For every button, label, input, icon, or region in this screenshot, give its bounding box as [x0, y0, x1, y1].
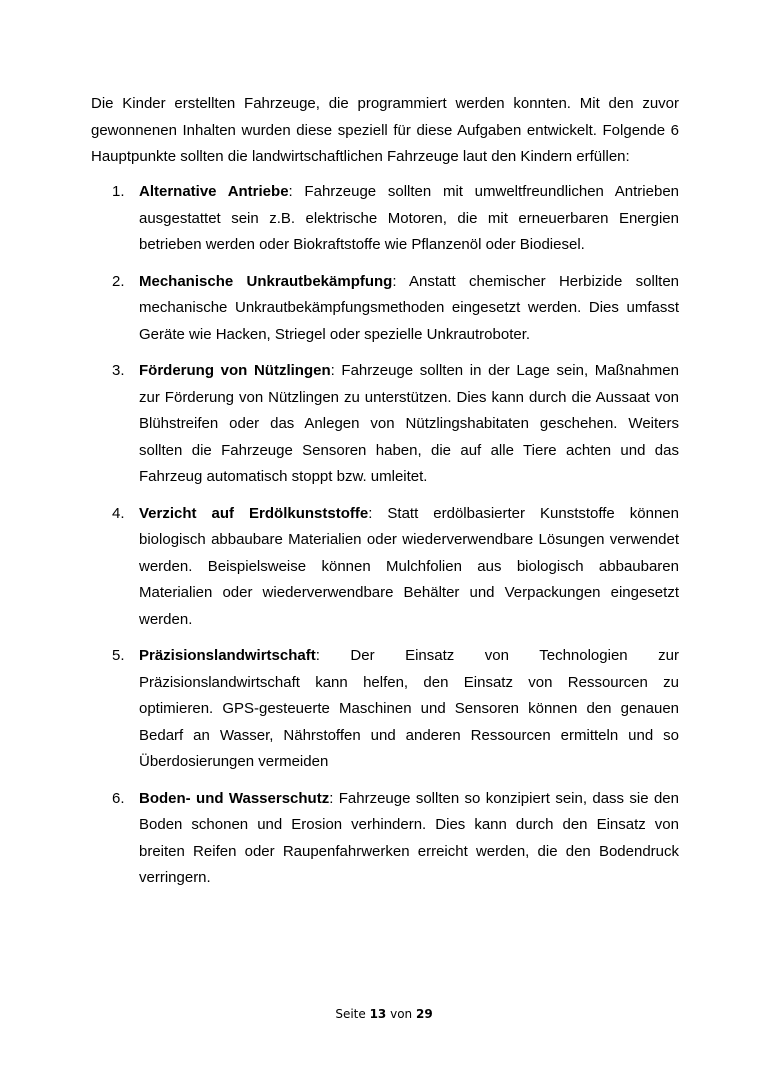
- list-item-title: Verzicht auf Erdölkunststoffe: [139, 504, 369, 522]
- list-item: [112, 643, 679, 776]
- list-item: [112, 501, 679, 634]
- list-item-number: 4.: [112, 504, 125, 522]
- list-item-text: : Fahrzeuge sollten so konzipiert sein, dass sie den Boden schonen und Erosion verhindern. Dies kann durch den Einsatz von breiten Reifen oder Raupenfahrwerken erreicht werden, die den Bodendruck verringern.: [139, 789, 679, 886]
- list-item-number: 2.: [112, 272, 125, 290]
- list-item: [112, 786, 679, 892]
- list-item-text: : Fahrzeuge sollten in der Lage sein, Maßnahmen zur Förderung von Nützlingen zu unterstützen. Dies kann durch die Aussaat von Blühstreifen oder das Anlegen von Nützlingshabitaten geschehen. Weiters sollten die Fahrzeuge Sensoren haben, die auf alle Tiere achten und das Fahrzeug automatisch stoppt bzw. umleitet.: [139, 362, 679, 485]
- list-item-text: : Fahrzeuge sollten mit umweltfreundlichen Antrieben ausgestattet sein z.B. elektrische Motoren, die mit erneuerbaren Energien betrieben werden oder Biokraftstoffe wie Pflanzenöl oder Biodiesel.: [139, 183, 679, 253]
- list-item: [112, 358, 679, 491]
- list-item: [112, 269, 679, 349]
- list-item-title: Mechanische Unkrautbekämpfung: [139, 272, 393, 290]
- list-item-text: : Der Einsatz von Technologien zur Präzisionslandwirtschaft kann helfen, den Einsatz von Ressourcen zu optimieren. GPS-gesteuerte Maschinen und Sensoren können den genauen Bedarf an Wasser, Nährstoffen und anderen Ressourcen ermitteln und so Überdosierungen vermeiden: [139, 647, 679, 770]
- list-item: [112, 179, 679, 259]
- footer-total-pages: 29: [415, 1007, 433, 1021]
- page-footer: [0, 1007, 768, 1021]
- list-item-text: : Statt erdölbasierter Kunststoffe können biologisch abbaubare Materialien oder wiederverwendbare Lösungen verwendet werden. Beispielsweise können Mulchfolien aus biologisch abbaubaren Materialien oder wiederverwendbare Behälter und Verpackungen eingesetzt werden.: [139, 504, 679, 628]
- footer-prefix: Seite: [335, 1007, 370, 1021]
- list-item-title: Förderung von Nützlingen: [139, 362, 331, 379]
- list-item-title: Boden- und Wasserschutz: [139, 789, 330, 807]
- intro-paragraph: Die Kinder erstellten Fahrzeuge, die programmiert werden konnten. Mit den zuvor gewonnenen Inhalten wurden diese speziell für diese Aufgaben entwickelt. Folgende 6 Hauptpunkte sollten die landwirtschaftlichen Fahrzeuge laut den Kindern erfüllen:: [91, 95, 679, 165]
- requirements-list: [112, 179, 679, 902]
- list-item-number: 6.: [112, 789, 125, 807]
- list-item-title: Präzisionslandwirtschaft: [139, 647, 316, 664]
- footer-current-page: 13: [369, 1007, 387, 1021]
- list-item-number: 5.: [112, 647, 125, 664]
- footer-middle: von: [386, 1007, 416, 1021]
- list-item-number: 1.: [112, 183, 125, 200]
- list-item-title: Alternative Antriebe: [139, 183, 289, 200]
- list-item-text: : Anstatt chemischer Herbizide sollten mechanische Unkrautbekämpfungsmethoden eingesetzt werden. Dies umfasst Geräte wie Hacken, Striegel oder spezielle Unkrautroboter.: [139, 272, 679, 343]
- list-item-number: 3.: [112, 362, 125, 379]
